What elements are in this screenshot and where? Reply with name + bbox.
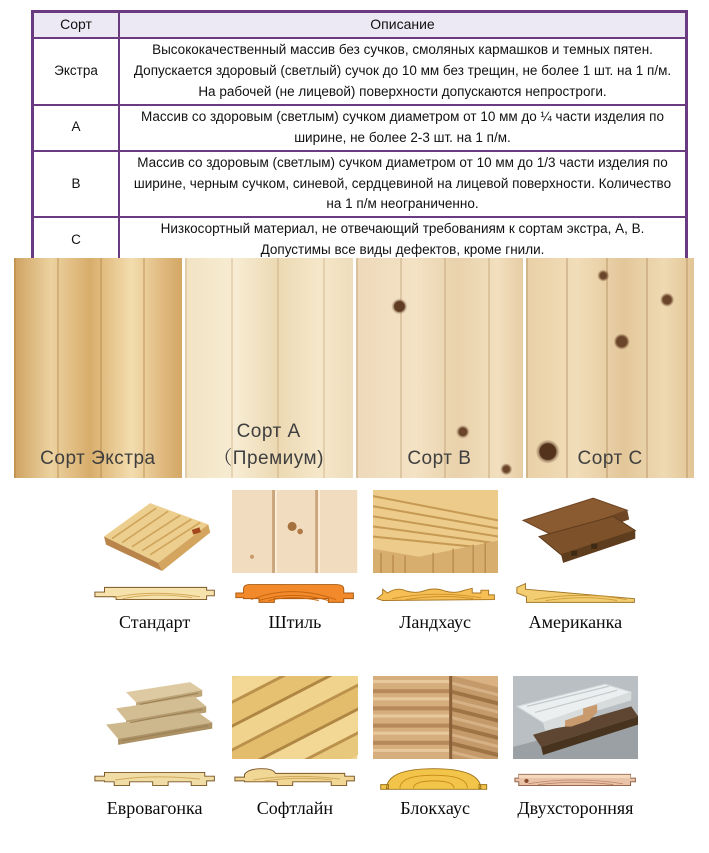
profiles-row-1 <box>92 490 638 633</box>
grade-cell: В <box>33 151 120 218</box>
profile-label: Штиль <box>268 612 322 632</box>
sample-photo-b <box>356 258 524 478</box>
profile-card-blokhaus <box>373 676 498 819</box>
profile-label: Ландхаус <box>399 612 472 632</box>
description-cell: Массив со здоровым (светлым) сучком диаметром от 10 мм до 1/3 части изделия по ширине, черным сучком, синевой, сердцевиной на лицевой поверхности. Количество на 1 п/м неограниченно. <box>119 151 687 218</box>
sample-photo-extra <box>14 258 182 478</box>
landhaus-profile-drawing <box>373 578 498 608</box>
sample-photo-c <box>526 258 694 478</box>
grade-samples-strip <box>14 258 694 478</box>
profile-label: Софтлайн <box>256 798 334 818</box>
description-cell: Высококачественный массив без сучков, смоляных кармашков и темных пятен. Допускается здоровый (светлый) сучок до 10 мм без трещин, не более 1 шт. на 1 п/м. На рабочей (не лицевой) поверхности допускаются непростроги. <box>119 38 687 105</box>
landhaus-photo <box>373 490 498 573</box>
standart-photo <box>92 490 217 573</box>
dvuhstoronnyaya-photo <box>513 676 638 759</box>
amerikanka-profile-drawing <box>513 578 638 608</box>
softline-photo <box>232 676 357 759</box>
grade-table <box>31 10 688 265</box>
profile-card-evrovagonka <box>92 676 217 819</box>
sample-label: Сорт С <box>577 448 643 469</box>
table-row <box>33 217 687 263</box>
profile-label: Евровагонка <box>106 798 203 818</box>
softline-profile-drawing <box>232 764 357 794</box>
profile-card-standart <box>92 490 217 633</box>
blokhaus-photo <box>373 676 498 759</box>
table-row <box>33 38 687 105</box>
profile-card-amerikanka <box>513 490 638 633</box>
profile-card-softline <box>232 676 357 819</box>
table-row <box>33 151 687 218</box>
profile-label: Стандарт <box>118 612 191 632</box>
profile-label: Двухсторонняя <box>517 798 634 818</box>
amerikanka-photo <box>513 490 638 573</box>
table-header-row <box>33 12 687 39</box>
description-cell: Массив со здоровым (светлым) сучком диаметром от 10 мм до ¼ части изделия по ширине, не более 2-3 шт. на 1 п/м. <box>119 105 687 151</box>
grade-cell: Экстра <box>33 38 120 105</box>
profile-card-landhaus <box>373 490 498 633</box>
header-description: Описание <box>119 12 687 39</box>
profile-label: Американка <box>528 612 623 632</box>
sample-photo-a-premium <box>185 258 353 478</box>
sample-label: Сорт Экстра <box>40 448 156 469</box>
description-cell: Низкосортный материал, не отвечающий требованиям к сортам экстра, А, В. Допустимы все виды дефектов, кроме гнили. <box>119 217 687 263</box>
grade-cell: А <box>33 105 120 151</box>
profile-label: Блокхаус <box>400 798 470 818</box>
profile-card-dvuhstoronnyaya <box>513 676 638 819</box>
header-grade: Сорт <box>33 12 120 39</box>
sample-label: Сорт А （Премиум) <box>213 421 324 469</box>
dvuhstoronnyaya-profile-drawing <box>513 764 638 794</box>
sample-label: Сорт В <box>407 448 472 469</box>
table-row <box>33 105 687 151</box>
standart-profile-drawing <box>92 578 217 608</box>
profiles-row-2 <box>92 676 638 819</box>
grade-cell: С <box>33 217 120 263</box>
profile-card-shtil <box>232 490 357 633</box>
evrovagonka-photo <box>92 676 217 759</box>
blokhaus-profile-drawing <box>373 764 498 794</box>
shtil-profile-drawing <box>232 578 357 608</box>
evrovagonka-profile-drawing <box>92 764 217 794</box>
shtil-photo <box>232 490 357 573</box>
